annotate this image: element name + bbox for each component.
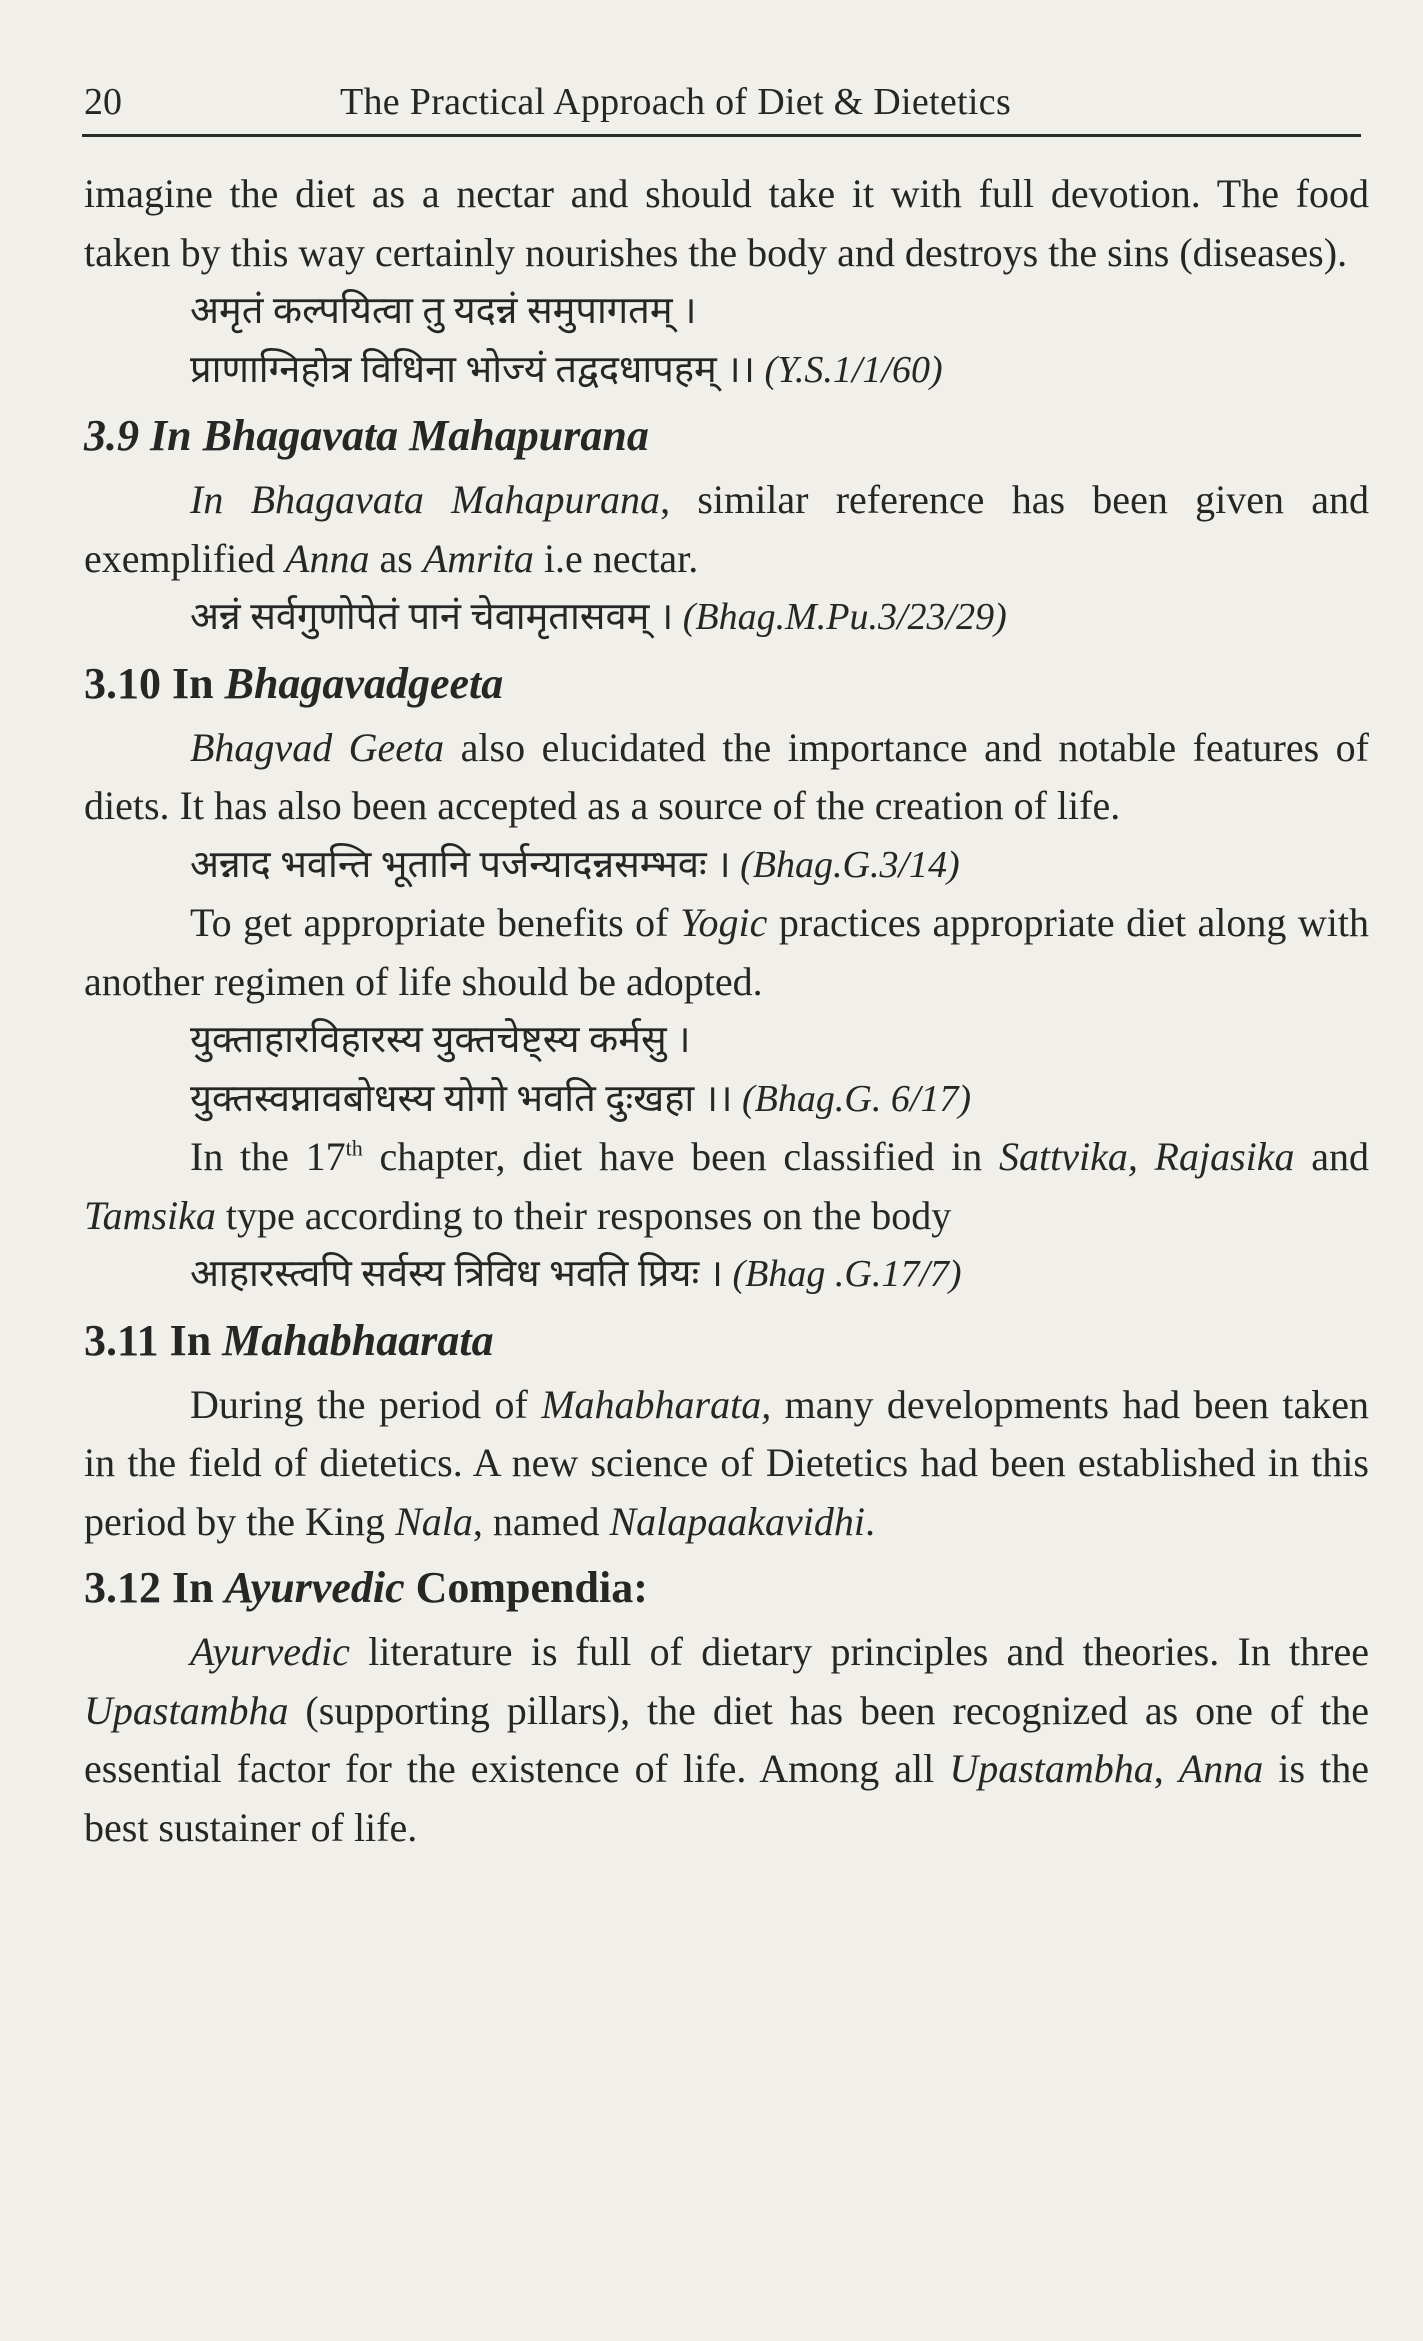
verse-line: प्राणाग्निहोत्र विधिना भोज्यं तद्वदधापहम् ।। (Y.S.1/1/60) xyxy=(190,348,943,391)
sanskrit-verse xyxy=(190,1011,1369,1128)
verse-reference: (Bhag.G. 6/17) xyxy=(742,1077,972,1120)
section-heading-3-11: 3.11 In Mahabhaarata xyxy=(84,1315,494,1365)
verse-reference: (Y.S.1/1/60) xyxy=(764,348,943,391)
verse-line: अन्नं सर्वगुणोपेतं पानं चेवामृतासवम् । (Bhag.M.Pu.3/23/29) xyxy=(190,596,1007,638)
sanskrit-verse xyxy=(190,836,1369,895)
verse-reference: (Bhag.M.Pu.3/23/29) xyxy=(682,596,1007,638)
sanskrit-verse xyxy=(190,282,1369,399)
running-header xyxy=(82,76,1361,137)
paragraph: During the period of Mahabharata, many developments had been taken in the field of dietetics. A new science of Dietetics had been established in this period by the King Nala, named Nalapaakavidhi. xyxy=(84,1381,1369,1544)
verse-reference: (Bhag.G.3/14) xyxy=(740,843,960,886)
section-heading-3-10: 3.10 In Bhagavadgeeta xyxy=(84,658,504,708)
page-body xyxy=(84,165,1369,1857)
verse-reference: (Bhag .G.17/7) xyxy=(732,1253,962,1295)
sanskrit-verse xyxy=(190,588,1369,647)
section-heading-3-9: 3.9 In Bhagavata Mahapurana xyxy=(84,411,649,460)
paragraph: imagine the diet as a nectar and should take it with full devotion. The food taken by this way certainly nourishes the body and destroys the sins (diseases). xyxy=(84,171,1369,275)
verse-line: अन्नाद भवन्ति भूतानि पर्जन्यादन्नसम्भवः । (Bhag.G.3/14) xyxy=(190,843,960,886)
paragraph: To get appropriate benefits of Yogic practices appropriate diet along with another regimen of life should be adopted. xyxy=(84,900,1370,1004)
sanskrit-verse xyxy=(190,1245,1369,1304)
verse-line: आहारस्त्वपि सर्वस्य त्रिविध भवति प्रियः । (Bhag .G.17/7) xyxy=(190,1253,962,1295)
page-number: 20 xyxy=(84,81,122,123)
verse-line: अमृतं कल्पयित्वा तु यदन्नं समुपागतम् । xyxy=(190,290,697,332)
verse-line: युक्ताहारविहारस्य युक्तचेष्ट्स्य कर्मसु । xyxy=(190,1019,691,1061)
paragraph: In the 17th chapter, diet have been classified in Sattvika, Rajasika and Tamsika type according to their responses on the body xyxy=(84,1134,1370,1238)
paragraph: In Bhagavata Mahapurana, similar reference has been given and exemplified Anna as Amrita i.e nectar. xyxy=(84,477,1369,581)
paragraph: Bhagvad Geeta also elucidated the importance and notable features of diets. It has also been accepted as a source of the creation of life. xyxy=(84,724,1370,828)
paragraph: Ayurvedic literature is full of dietary principles and theories. In three Upastambha (supporting pillars), the diet has been recognized as one of the essential factor for the existence of life. Among all Upastambha, Anna is the best sustainer of life. xyxy=(84,1629,1369,1850)
section-heading-3-12: 3.12 In Ayurvedic Compendia: xyxy=(84,1563,648,1612)
running-title: The Practical Approach of Diet & Dietetics xyxy=(340,81,1012,123)
verse-line: युक्तस्वप्नावबोधस्य योगो भवति दुःखहा ।। (Bhag.G. 6/17) xyxy=(190,1077,972,1120)
